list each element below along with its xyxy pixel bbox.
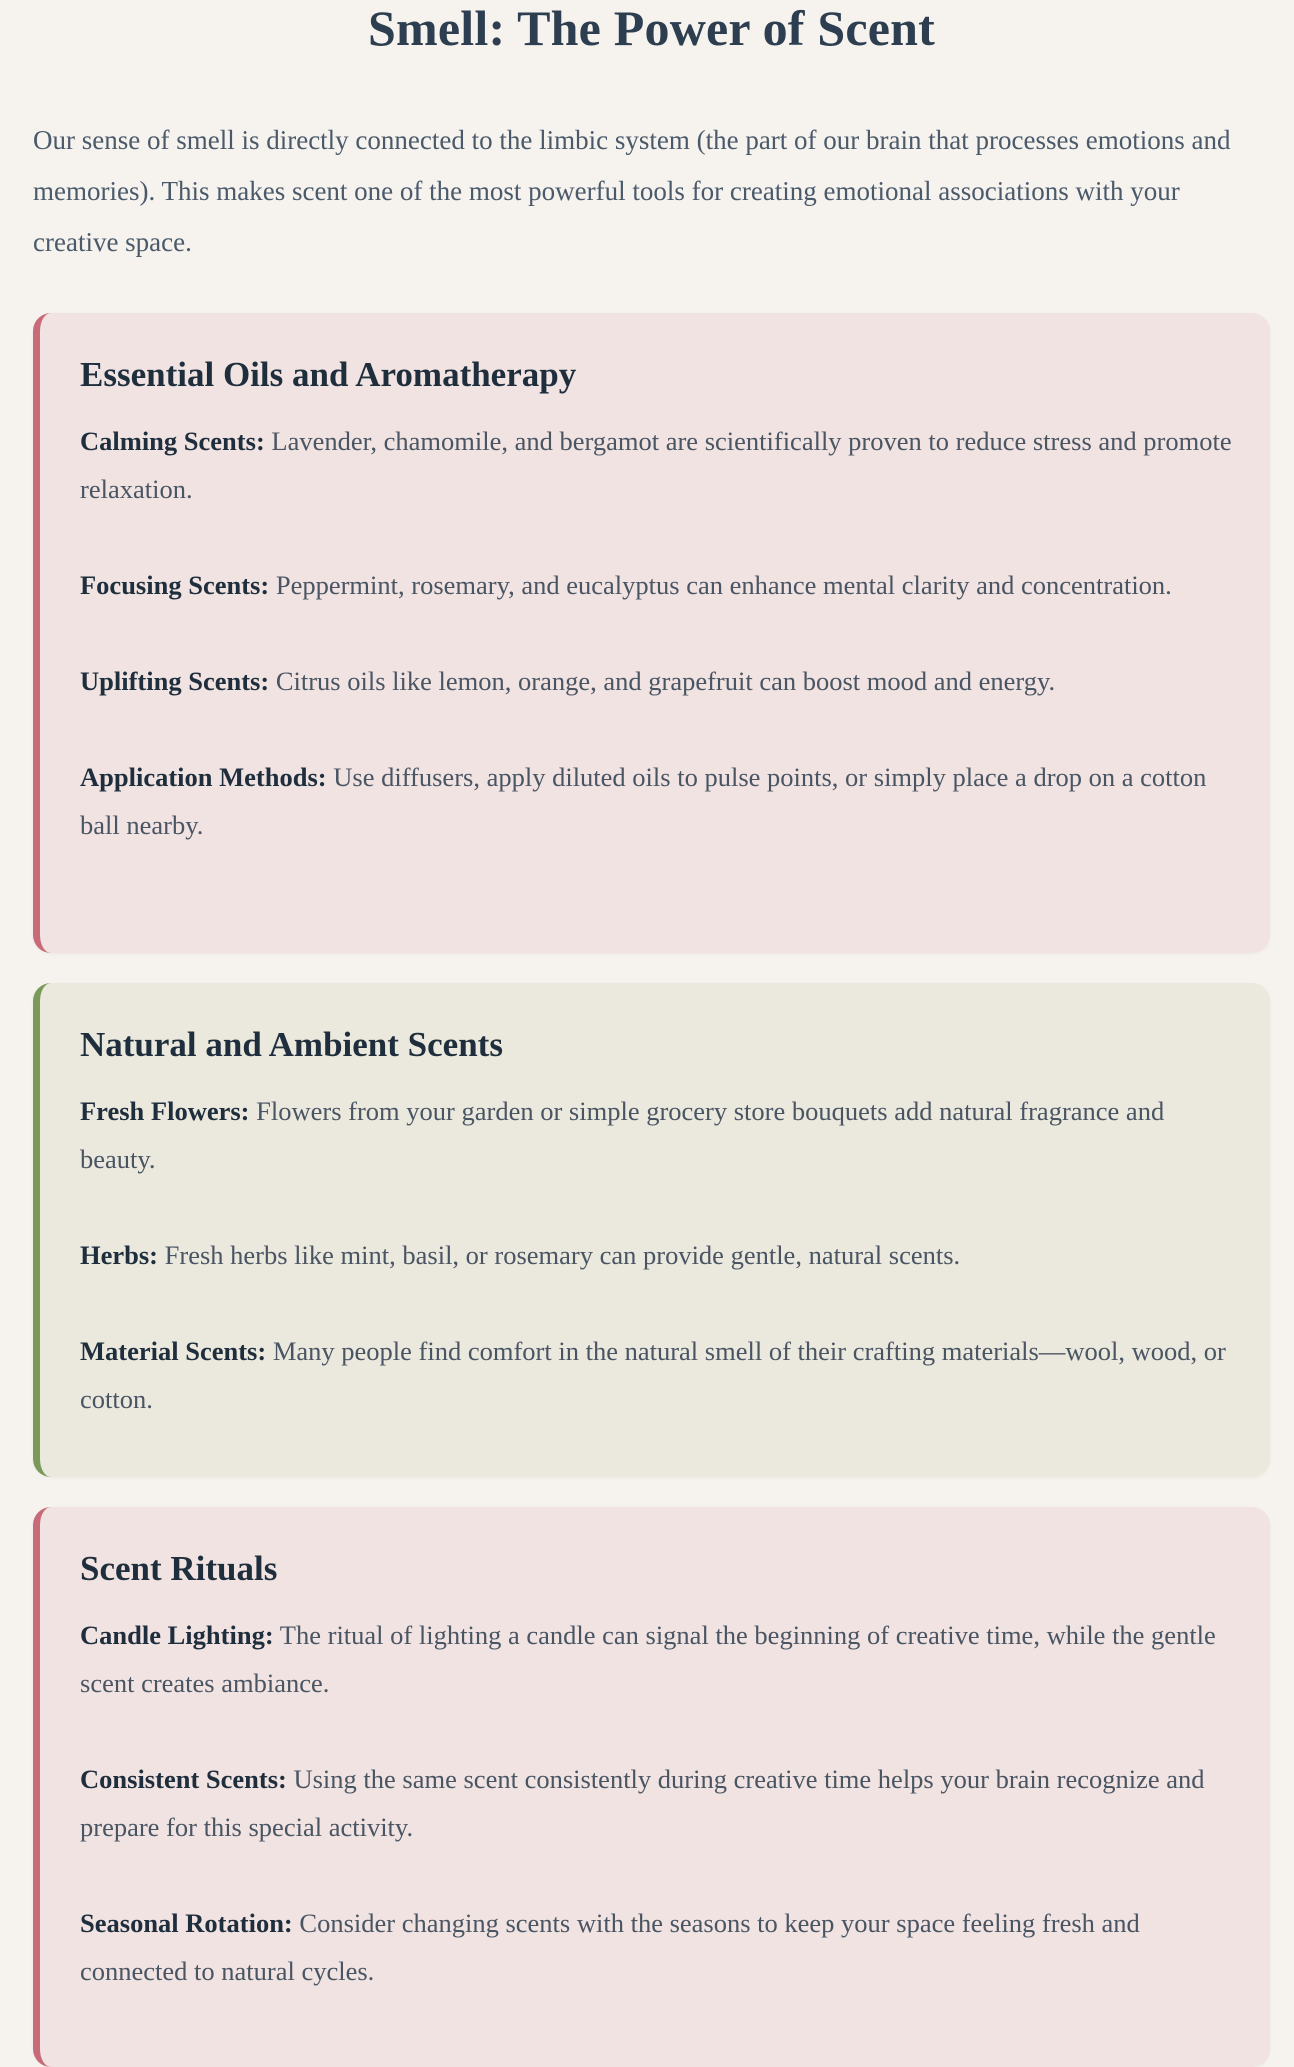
item-text: Flowers from your garden or simple grocery store bouquets add natural fragrance and beauty. — [80, 1096, 1165, 1174]
list-item — [80, 1611, 1232, 1707]
list-item — [80, 1755, 1232, 1851]
item-label: Material Scents: — [80, 1336, 267, 1366]
item-text: Many people find comfort in the natural smell of their crafting materials—wool, wood, or cotton. — [80, 1336, 1226, 1414]
section-scent-rituals — [33, 1507, 1270, 2067]
item-text: Citrus oils like lemon, orange, and grapefruit can boost mood and energy. — [275, 666, 1056, 696]
list-item — [80, 417, 1232, 513]
item-label: Seasonal Rotation: — [80, 1908, 293, 1938]
item-text: Use diffusers, apply diluted oils to pulse points, or simply place a drop on a cotton ball nearby. — [80, 762, 1207, 840]
item-label: Consistent Scents: — [80, 1764, 287, 1794]
item-label: Calming Scents: — [80, 426, 265, 456]
item-label: Focusing Scents: — [80, 570, 270, 600]
list-item — [80, 561, 1232, 609]
item-text: Lavender, chamomile, and bergamot are scientifically proven to reduce stress and promote relaxation. — [80, 426, 1232, 504]
list-item — [80, 753, 1232, 849]
item-text: Fresh herbs like mint, basil, or rosemary can provide gentle, natural scents. — [164, 1240, 961, 1270]
list-item — [80, 657, 1232, 705]
item-label: Herbs: — [80, 1240, 159, 1270]
item-label: Candle Lighting: — [80, 1620, 274, 1650]
item-text: Peppermint, rosemary, and eucalyptus can enhance mental clarity and concentration. — [275, 570, 1172, 600]
list-item — [80, 1231, 1232, 1279]
item-text: Consider changing scents with the seasons to keep your space feeling fresh and connected to natural cycles. — [80, 1908, 1140, 1986]
section-title: Natural and Ambient Scents — [80, 1025, 503, 1064]
item-label: Fresh Flowers: — [80, 1096, 250, 1126]
list-item — [80, 1087, 1232, 1183]
section-title: Essential Oils and Aromatherapy — [80, 355, 577, 394]
section-natural-scents — [33, 983, 1270, 1477]
list-item — [80, 1327, 1232, 1423]
item-label: Uplifting Scents: — [80, 666, 270, 696]
list-item — [80, 1899, 1232, 1995]
section-title: Scent Rituals — [80, 1549, 278, 1588]
item-text: The ritual of lighting a candle can signal the beginning of creative time, while the gentle scent creates ambiance. — [80, 1620, 1216, 1698]
section-essential-oils — [33, 313, 1270, 953]
intro-paragraph: Our sense of smell is directly connected to the limbic system (the part of our brain that processes emotions and memories). This makes scent one of the most powerful tools for creating emotional associations with your creative space. — [33, 125, 1231, 257]
item-text: Using the same scent consistently during creative time helps your brain recognize and prepare for this special activity. — [80, 1764, 1205, 1842]
page-title: Smell: The Power of Scent — [368, 0, 935, 56]
item-label: Application Methods: — [80, 762, 327, 792]
